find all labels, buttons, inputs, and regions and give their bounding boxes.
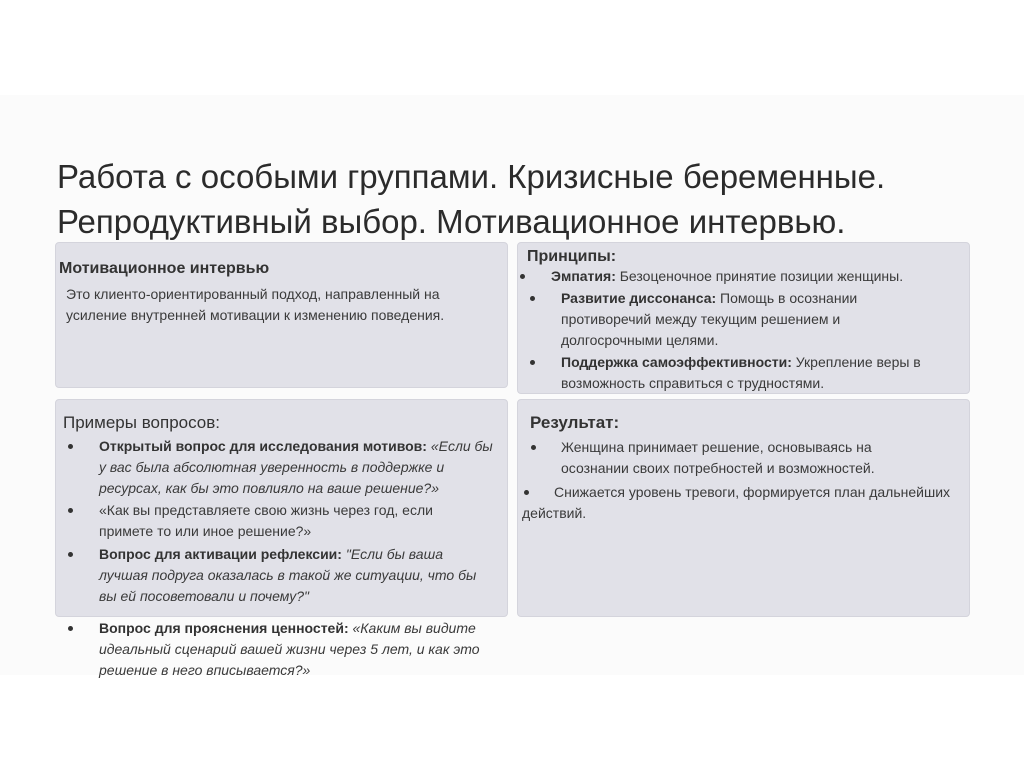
result-text: Снижается уровень тревоги, формируется план дальнейших действий. (522, 484, 951, 521)
bullet-icon (68, 552, 73, 557)
example-item (99, 436, 499, 499)
principle-item (561, 288, 921, 351)
example-title: Вопрос для активации рефлексии: (99, 546, 342, 562)
principle-text: Укрепление веры в возможность справиться с трудностями. (561, 354, 921, 391)
bullet-icon (68, 444, 73, 449)
principle-item (551, 266, 961, 287)
mi-text: Это клиенто-ориентированный подход, направленный на усиление внутренней мотивации к изменению поведения. (66, 286, 445, 323)
result-item (522, 482, 987, 524)
examples-heading: Примеры вопросов: (63, 413, 221, 432)
title-line-1: Работа с особыми группами. Кризисные беременные. (57, 158, 886, 195)
principle-title: Развитие диссонанса: (561, 290, 717, 306)
mi-heading: Мотивационное интервью (59, 260, 270, 277)
example-item (99, 618, 499, 681)
principle-item (561, 352, 961, 394)
example-title: Вопрос для прояснения ценностей: (99, 620, 349, 636)
example-title: Открытый вопрос для исследования мотивов: (99, 438, 427, 454)
principle-text: Помощь в осознании противоречий между текущим решением и долгосрочными целями. (561, 290, 858, 348)
bullet-icon (524, 490, 529, 495)
principles-heading: Принципы: (527, 248, 617, 265)
example-item (99, 544, 494, 607)
principle-title: Эмпатия: (551, 268, 616, 284)
title-line-2: Репродуктивный выбор. Мотивационное интервью. (57, 203, 846, 240)
result-heading: Результат: (530, 413, 620, 432)
bullet-icon (520, 274, 525, 279)
bullet-icon (531, 445, 536, 450)
result-text: Женщина принимает решение, основываясь на осознании своих потребностей и возможностей. (561, 439, 875, 476)
principle-title: Поддержка самоэффективности: (561, 354, 792, 370)
principle-text: Безоценочное принятие позиции женщины. (615, 268, 904, 284)
example-quote: "Если бы ваша лучшая подруга оказалась в такой же ситуации, что бы вы ей посоветовали и почему?" (99, 546, 477, 604)
example-quote: «Как вы представляете свою жизнь через год, если примете то или иное решение?» (99, 502, 433, 539)
result-item (561, 437, 921, 479)
bullet-icon (530, 360, 535, 365)
bullet-icon (68, 508, 73, 513)
bullet-icon (530, 296, 535, 301)
example-quote: «Если бы у вас была абсолютная уверенность в поддержке и ресурсах, как бы это повлияло на ваше решение?» (99, 438, 493, 496)
slide-title (57, 154, 885, 244)
example-quote: «Каким вы видите идеальный сценарий вашей жизни через 5 лет, и как это решение в него вписывается?» (99, 620, 480, 678)
bullet-icon (68, 626, 73, 631)
example-item (99, 500, 479, 542)
